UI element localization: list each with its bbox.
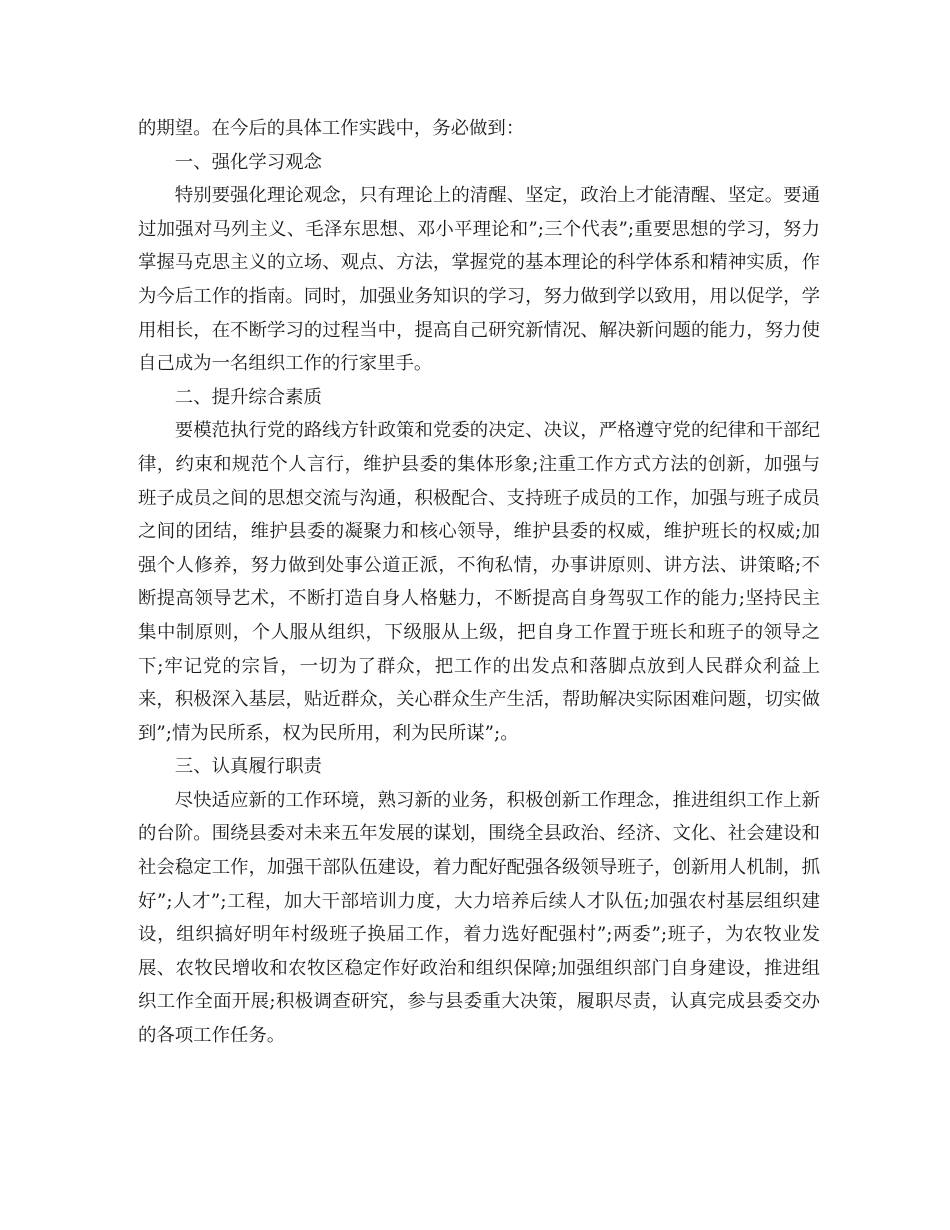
opening-paragraph: 的期望。在今后的具体工作实践中，务必做到： <box>138 118 525 139</box>
document-page <box>138 112 820 1053</box>
section-heading-2: 二、提升综合素质 <box>174 386 322 408</box>
section-body-1: 特别要强化理论观念，只有理论上的清醒、坚定，政治上才能清醒、坚定。要通过加强对马列主义、毛泽东思想、邓小平理论和”;三个代表”;重要思想的学习，努力掌握马克思主义的立场、观点、方法，掌握党的基本理论的科学体系和精神实质，作为今后工作的指南。同时，加强业务知识的学习，努力做到学以致用，用以促学，学用相长，在不断学习的过程当中，提高自己研究新情况、解决新问题的能力，努力使自己成为一名组织工作的行家里手。 <box>138 185 820 375</box>
section-heading-1: 一、强化学习观念 <box>174 151 322 173</box>
section-body-2: 要模范执行党的路线方针政策和党委的决定、决议，严格遵守党的纪律和干部纪律，约束和规范个人言行，维护县委的集体形象;注重工作方式方法的创新，加强与班子成员之间的思想交流与沟通，积极配合、支持班子成员的工作，加强与班子成员之间的团结，维护县委的凝聚力和核心领导，维护县委的权威，维护班长的权威;加强个人修养，努力做到处事公道正派，不徇私情，办事讲原则、讲方法、讲策略;不断提高领导艺术，不断打造自身人格魅力，不断提高自身驾驭工作的能力;坚持民主集中制原则，个人服从组织，下级服从上级，把自身工作置于班长和班子的领导之下;牢记党的宗旨，一切为了群众，把工作的出发点和落脚点放到人民群众利益上来，积极深入基层，贴近群众，关心群众生产生活，帮助解决实际困难问题，切实做到”;情为民所系，权为民所用，利为民所谋”;。 <box>138 420 820 744</box>
section-heading-3: 三、认真履行职责 <box>174 756 322 778</box>
section-body-3: 尽快适应新的工作环境，熟习新的业务，积极创新工作理念，推进组织工作上新的台阶。围绕县委对未来五年发展的谋划，围绕全县政治、经济、文化、社会建设和社会稳定工作，加强干部队伍建设，着力配好配强各级领导班子，创新用人机制，抓好”;人才”;工程，加大干部培训力度，大力培养后续人才队伍;加强农村基层组织建设，组织搞好明年村级班子换届工作，着力选好配强村”;两委”;班子，为农牧业发展、农牧民增收和农牧区稳定作好政治和组织保障;加强组织部门自身建设，推进组织工作全面开展;积极调查研究，参与县委重大决策，履职尽责，认真完成县委交办的各项工作任务。 <box>138 789 820 1047</box>
